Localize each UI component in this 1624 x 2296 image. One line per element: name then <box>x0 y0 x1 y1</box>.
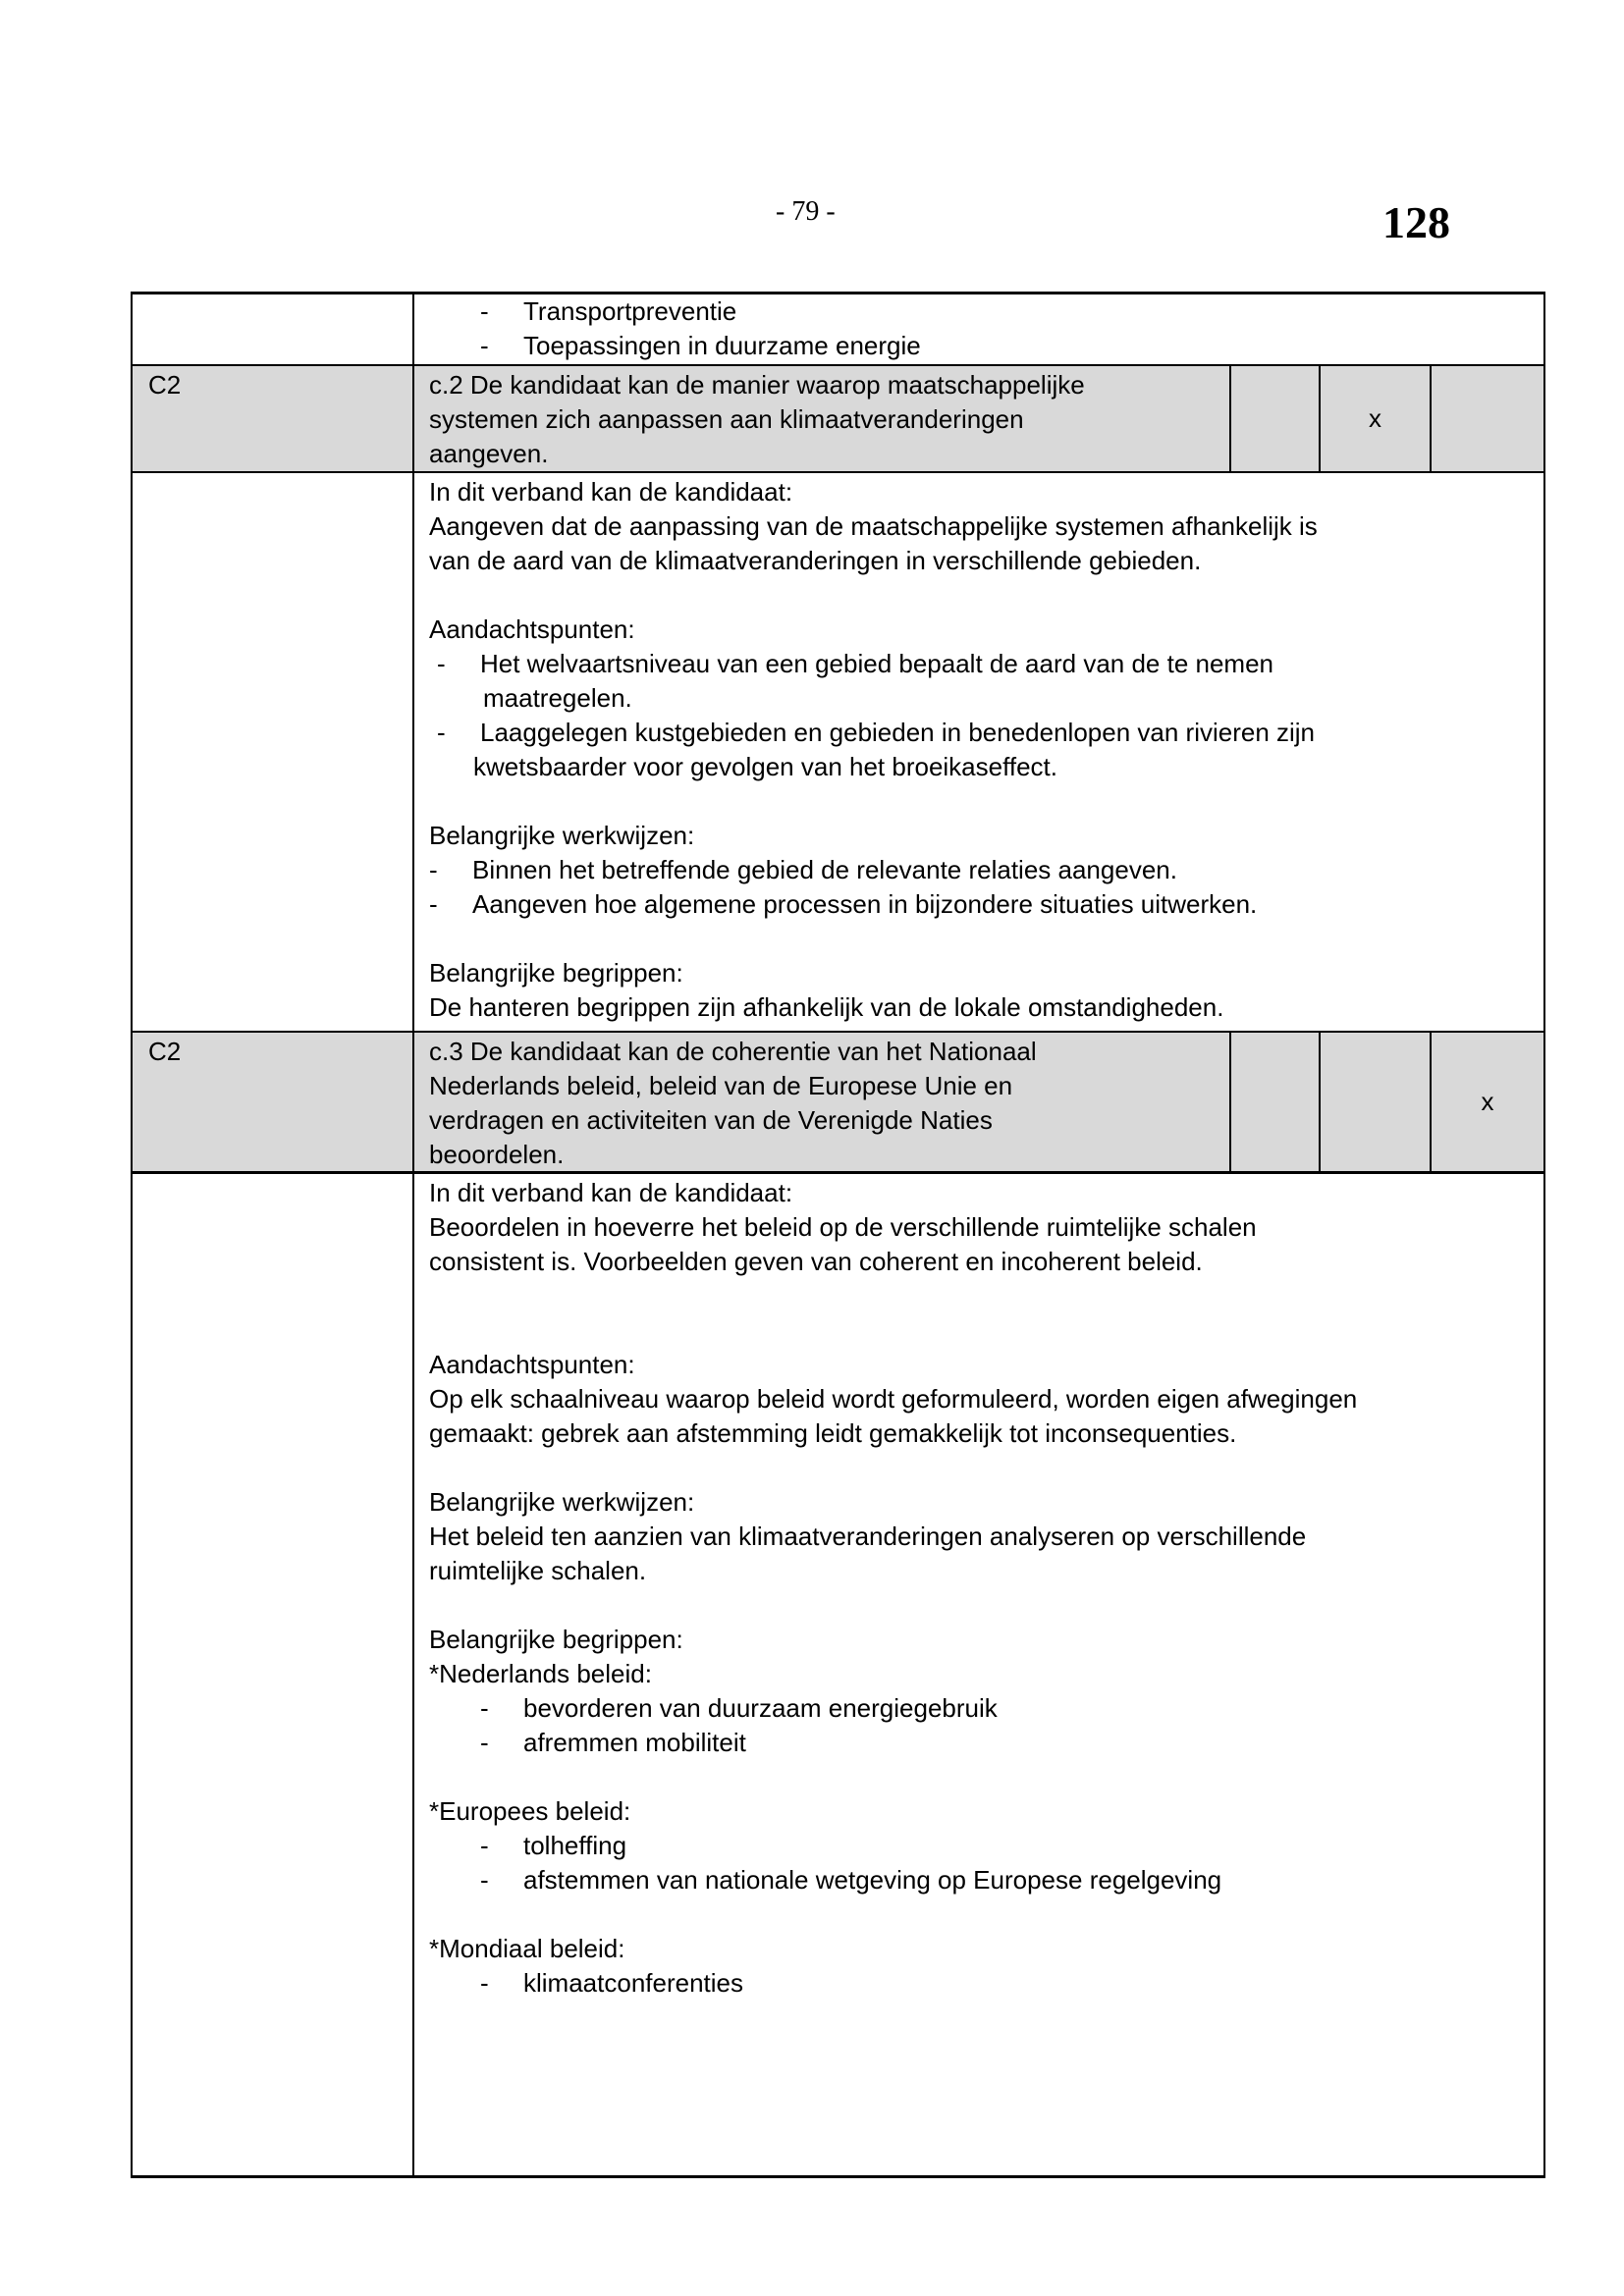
objective-line: aangeven. <box>429 439 549 468</box>
intro-text: Beoordelen in hoeverre het beleid op de verschillende ruimtelijke schalen <box>429 1212 1257 1242</box>
intro-label: In dit verband kan de kandidaat: <box>429 477 793 507</box>
content-cell <box>414 1174 1543 2175</box>
focus-text: gemaakt: gebrek aan afstemming leidt gemakkelijk tot inconsequenties. <box>429 1418 1237 1448</box>
table-row-objective-c2 <box>133 366 1543 473</box>
curriculum-table <box>131 292 1545 2178</box>
code-cell <box>133 1174 414 2175</box>
subheading-world: *Mondiaal beleid: <box>429 1934 625 1963</box>
objective-line: c.2 De kandidaat kan de manier waarop maatschappelijke <box>429 370 1085 400</box>
code-cell <box>133 473 414 1031</box>
intro-text: consistent is. Voorbeelden geven van coherent en incoherent beleid. <box>429 1247 1203 1276</box>
intro-text: Aangeven dat de aanpassing van de maatschappelijke systemen afhankelijk is <box>429 511 1318 541</box>
intro-text: van de aard van de klimaatveranderingen in verschillende gebieden. <box>429 546 1202 575</box>
list-item: - afstemmen van nationale wetgeving op Europese regelgeving <box>480 1865 1222 1895</box>
list-item: - Laaggelegen kustgebieden en gebieden in benedenlopen van rivieren zijn <box>437 718 1316 747</box>
level-cell-3: x <box>1481 1087 1494 1116</box>
content-cell <box>414 473 1543 1031</box>
focus-text: Op elk schaalniveau waarop beleid wordt geformuleerd, worden eigen afwegingen <box>429 1384 1358 1414</box>
document-number: 128 <box>1382 197 1450 247</box>
objective-line: beoordelen. <box>429 1140 565 1169</box>
section-heading: Aandachtspunten: <box>429 1350 635 1379</box>
level-cell-1 <box>1231 1033 1321 1171</box>
methods-text: Het beleid ten aanzien van klimaatveranderingen analyseren op verschillende <box>429 1522 1307 1551</box>
list-item: - afremmen mobiliteit <box>480 1728 746 1757</box>
level-cell-2 <box>1321 1033 1432 1171</box>
objective-cell <box>414 1033 1231 1171</box>
list-item: - Het welvaartsniveau van een gebied bepaalt de aard van de te nemen <box>437 649 1274 678</box>
list-item-continuation: maatregelen. <box>483 683 632 713</box>
list-item: - Aangeven hoe algemene processen in bijzondere situaties uitwerken. <box>429 889 1258 919</box>
list-item: - Toepassingen in duurzame energie <box>480 331 921 360</box>
objective-line: verdragen en activiteiten van de Verenigde Naties <box>429 1105 993 1135</box>
list-item: - tolheffing <box>480 1831 627 1860</box>
section-heading: Belangrijke werkwijzen: <box>429 821 695 850</box>
objective-line: Nederlands beleid, beleid van de Europese Unie en <box>429 1071 1013 1100</box>
section-heading: Belangrijke werkwijzen: <box>429 1487 695 1517</box>
table-row-objective-c3 <box>133 1033 1543 1174</box>
objective-line: systemen zich aanpassen aan klimaatveranderingen <box>429 404 1024 434</box>
code-cell <box>133 294 414 364</box>
level-cell-2: x <box>1321 366 1432 471</box>
list-item-continuation: kwetsbaarder voor gevolgen van het broeikaseffect. <box>473 752 1057 781</box>
page-number: - 79 - <box>776 196 836 227</box>
level-cell-3 <box>1432 366 1543 471</box>
objective-line: c.3 De kandidaat kan de coherentie van het Nationaal <box>429 1037 1037 1066</box>
section-heading: Belangrijke begrippen: <box>429 1625 683 1654</box>
section-heading: Aandachtspunten: <box>429 614 635 644</box>
list-item: - klimaatconferenties <box>480 1968 743 1998</box>
section-heading: Belangrijke begrippen: <box>429 958 683 988</box>
methods-text: ruimtelijke schalen. <box>429 1556 647 1585</box>
list-item: - Binnen het betreffende gebied de relevante relaties aangeven. <box>429 855 1177 884</box>
code-cell: C2 <box>133 1033 414 1171</box>
concepts-text: De hanteren begrippen zijn afhankelijk van de lokale omstandigheden. <box>429 992 1224 1022</box>
table-row-continuation <box>133 294 1543 366</box>
objective-cell <box>414 366 1231 471</box>
list-item: - bevorderen van duurzaam energiegebruik <box>480 1693 998 1723</box>
content-cell <box>414 294 1543 364</box>
intro-label: In dit verband kan de kandidaat: <box>429 1178 793 1207</box>
subheading-nl: *Nederlands beleid: <box>429 1659 652 1688</box>
table-row-details-c2 <box>133 473 1543 1033</box>
list-item: - Transportpreventie <box>480 296 737 326</box>
table-row-details-c3 <box>133 1174 1543 2175</box>
level-cell-1 <box>1231 366 1321 471</box>
code-cell: C2 <box>133 366 414 471</box>
subheading-eu: *Europees beleid: <box>429 1796 631 1826</box>
